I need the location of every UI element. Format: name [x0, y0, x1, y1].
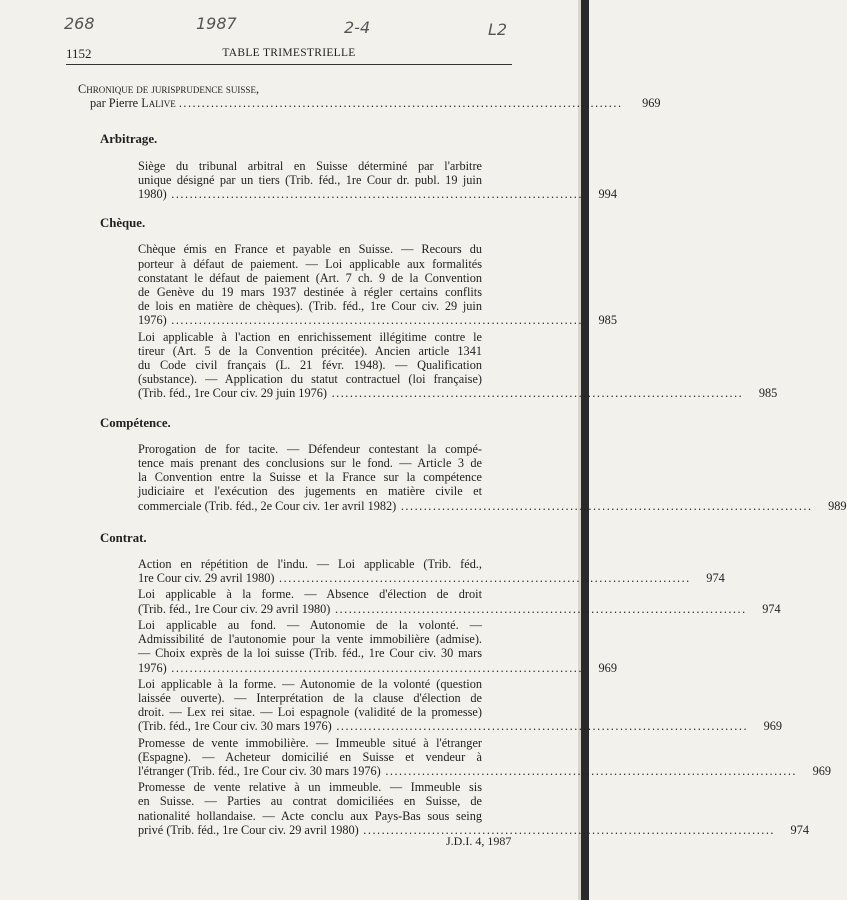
- entry-line: tence mais prenant des conclusions sur le fond. — Article 3 de: [138, 456, 482, 471]
- handwritten-note-3: 2-4: [344, 18, 371, 37]
- entry-last-line: (Trib. féd., 1re Cour civ. 30 mars 1976): [138, 719, 332, 734]
- entry-last-line: 1976): [138, 313, 167, 328]
- entry-line: Action en répétition de l'indu. — Loi applicable (Trib. féd.,: [138, 557, 482, 572]
- section-title: Arbitrage.: [100, 132, 158, 147]
- entry-line: unique désigné par un tiers (Trib. féd., 1re Cour dr. publ. 19 juin: [138, 172, 482, 187]
- toc-entry: [138, 328, 778, 401]
- entry-line: droit. — Lex rei sitae. — Loi espagnole (validité de la promesse): [138, 705, 482, 720]
- chronique-title: Chronique de jurisprudence suisse,: [78, 82, 260, 96]
- entry-line: Siège du tribunal arbitral en Suisse déterminé par l'arbitre: [138, 158, 482, 173]
- entry-line: en Suisse. — Parties au contrat domiciliées en Suisse, de: [138, 794, 482, 809]
- entry-page-number: 969: [763, 719, 783, 734]
- running-title: TABLE TRIMESTRIELLE: [222, 47, 356, 59]
- entry-last-line: privé (Trib. féd., 1re Cour civ. 29 avril 1980): [138, 822, 359, 837]
- entry-line: constatant le défaut de paiement (Art. 7 ch. 9 de la Convention: [138, 270, 482, 285]
- toc-entry: [138, 242, 617, 328]
- toc-entry: [138, 158, 617, 202]
- section-arbitrage: [78, 132, 617, 202]
- leader-dots: ..........................................................................................: [327, 386, 744, 401]
- handwritten-note-2: 1987: [196, 14, 237, 33]
- section-compétence: [78, 415, 847, 513]
- section-title: Chèque.: [100, 216, 146, 231]
- entry-line: judiciaire et l'exécution des jugements en matière civile et: [138, 484, 482, 499]
- entry-line: de Genève du 19 mars 1937 destinée à régler certains conflits: [138, 285, 482, 300]
- toc-entry: [138, 616, 617, 675]
- entry-page-number: 969: [812, 763, 832, 778]
- entry-line: Promesse de vente relative à un immeuble. — Immeuble sis: [138, 780, 482, 795]
- entry-line: Promesse de vente immobilière. — Immeuble situé à l'étranger: [138, 735, 482, 750]
- entry-last-line: (Trib. féd., 1re Cour civ. 29 avril 1980): [138, 601, 331, 616]
- chronique-author: Lalive: [141, 96, 176, 111]
- section-title: Compétence.: [100, 415, 171, 430]
- entry-last-line: (Trib. féd., 1re Cour civ. 29 juin 1976): [138, 386, 327, 401]
- entry-line: nationalité hollandaise. — Acte conclu aux Pays-Bas sous seing: [138, 808, 482, 823]
- section-chèque: [78, 216, 778, 401]
- table-of-contents: [78, 82, 847, 837]
- section-contrat: [78, 530, 832, 837]
- entry-line: laissée ouverte). — Interprétation de la clause d'élection de: [138, 690, 482, 705]
- entry-line: Loi applicable à la forme. — Absence d'élection de droit: [138, 587, 482, 602]
- chronique-page: 969: [642, 96, 661, 111]
- entry-page-number: 974: [706, 571, 725, 586]
- entry-line: — Choix exprès de la loi suisse (Trib. féd., 1re Cour civ. 30 mars: [138, 646, 482, 661]
- section-title: Contrat.: [100, 530, 147, 545]
- entry-line: (Espagne). — Acheteur domicilié en Suisse et vendeur à: [138, 749, 482, 764]
- page-header: [66, 46, 512, 64]
- entry-line: Loi applicable à la forme. — Autonomie de la volonté (question: [138, 676, 482, 691]
- entry-page-number: 974: [790, 822, 809, 837]
- toc-entry: [138, 734, 832, 779]
- leader-dots: ..........................................................................................: [166, 660, 583, 675]
- entry-line: tireur (Art. 5 de la Convention précitée). Ancien article 1341: [138, 343, 482, 358]
- entry-line: Admissibilité de l'autonomie pour la vente immobilière (admise).: [138, 632, 482, 647]
- toc-entry: [138, 675, 783, 734]
- entry-last-line: 1980): [138, 187, 167, 202]
- entry-last-line: 1976): [138, 660, 167, 675]
- handwritten-note-1: 268: [64, 14, 95, 33]
- toc-entry: [138, 441, 847, 513]
- toc-entry: [138, 778, 809, 837]
- leader-dots: ..........................................................................................: [274, 571, 691, 586]
- chronique-entry: Chronique de jurisprudence suisse, par Pierre Lalive ................................................................................................. 969: [78, 82, 661, 111]
- entry-line: la Convention entre la Suisse et la France sur la compétence: [138, 470, 482, 485]
- entry-line: Loi applicable au fond. — Autonomie de la volonté. —: [138, 617, 482, 632]
- entry-line: (substance). — Application du statut contractuel (loi française): [138, 372, 482, 387]
- entry-line: du Code civil français (L. 21 févr. 1948). — Qualification: [138, 358, 482, 373]
- leader-dots: ..........................................................................................: [330, 601, 747, 616]
- entry-line: Chèque émis en France et payable en Suisse. — Recours du: [138, 242, 482, 257]
- page-number: 1152: [66, 46, 92, 61]
- handwritten-note-4: L2: [488, 20, 508, 39]
- entry-last-line: 1re Cour civ. 29 avril 1980): [138, 571, 275, 586]
- entry-page-number: 969: [598, 660, 617, 675]
- entry-last-line: commerciale (Trib. féd., 2e Cour civ. 1er avril 1982): [138, 498, 397, 513]
- entry-line: Prorogation de for tacite. — Défendeur contestant la compé-: [138, 441, 482, 456]
- entry-line: Loi applicable à l'action en enrichissement illégitime contre le: [138, 329, 482, 344]
- entry-page-number: 994: [598, 187, 617, 202]
- entry-page-number: 985: [758, 386, 778, 401]
- entry-page-number: 974: [762, 601, 781, 616]
- leader-dots: ..........................................................................................: [166, 187, 583, 202]
- entry-line: porteur à défaut de paiement. — Loi applicable aux formalités: [138, 256, 482, 271]
- leader-dots: ..........................................................................................: [358, 822, 775, 837]
- toc-entry: [138, 557, 725, 586]
- leader-dots: ..........................................................................................: [396, 498, 813, 513]
- toc-entry: [138, 585, 781, 616]
- entry-page-number: 989: [828, 498, 847, 513]
- entry-last-line: l'étranger (Trib. féd., 1re Cour civ. 30 mars 1976): [138, 763, 381, 778]
- entry-line: de lois en matière de chèques). (Trib. féd., 1re Cour civ. 29 juin: [138, 299, 482, 314]
- entry-page-number: 985: [598, 313, 617, 328]
- chronique-author-prefix: par Pierre: [90, 96, 142, 111]
- leader-dots: ..........................................................................................: [331, 719, 749, 734]
- header-rule: [66, 64, 512, 65]
- leader-dots: ..........................................................................................: [166, 313, 583, 328]
- journal-footer: J.D.I. 4, 1987: [446, 834, 512, 848]
- leader-dots: ..........................................................................................: [380, 763, 798, 778]
